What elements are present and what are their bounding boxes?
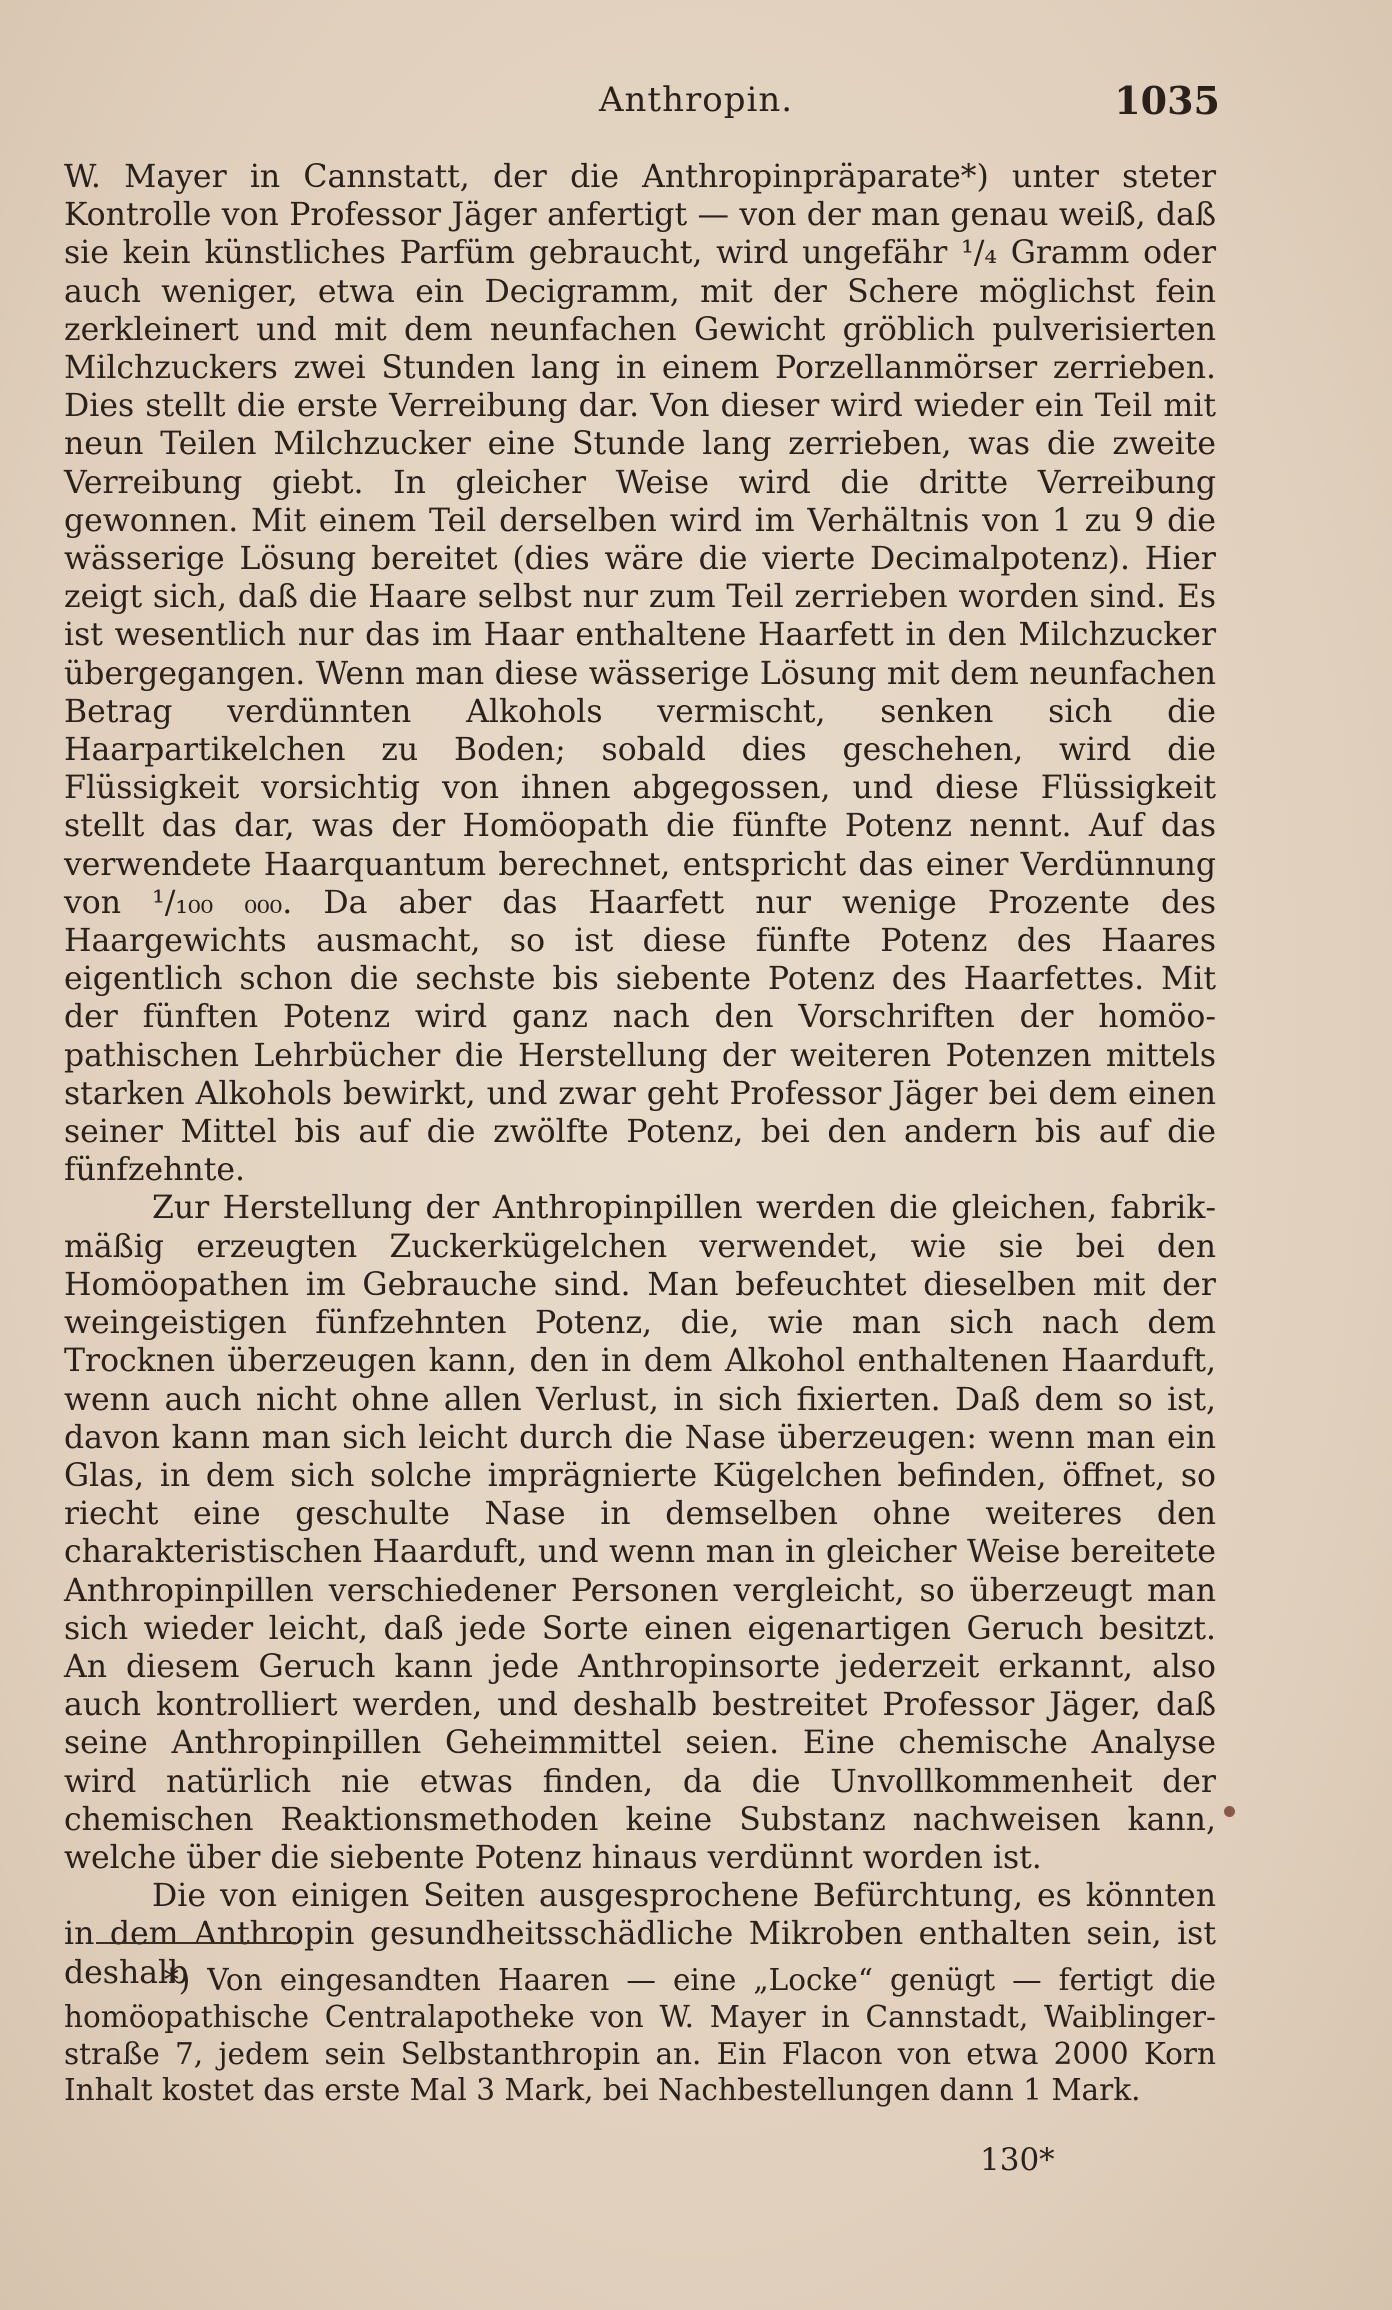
page-number: 1035	[1114, 78, 1220, 123]
ink-spot	[1224, 1806, 1235, 1817]
paragraph-3: Die von einigen Seiten ausgesprochene Befürchtung, es könnten in dem Anthropin gesundheitsschädliche Mikroben enthalten sein, ist deshalb	[64, 1878, 1216, 1991]
running-title: Anthropin.	[598, 80, 794, 120]
main-text	[64, 158, 1216, 1992]
footnote-rule	[96, 1942, 296, 1944]
footnote-text: *) Von eingesandten Haaren — eine „Locke“ genügt — fertigt die homöopathische Centralapotheke von W. Mayer in Cannstadt, Waiblingerstraße 7, jedem sein Selbstanthropin an. Ein Flacon von etwa 2000 Korn Inhalt kostet das erste Mal 3 Mark, bei Nachbestellungen dann 1 Mark.	[64, 1963, 1216, 2108]
footnote	[64, 1962, 1216, 2109]
paragraph-1: W. Mayer in Cannstatt, der die Anthropinpräparate*) unter steter Kontrolle von Professor Jäger anfertigt — von der man genau weiß, daß sie kein künstliches Parfüm gebraucht, wird ungefähr ¹/₄ Gramm oder auch weniger, etwa ein Decigramm, mit der Schere möglichst fein zerkleinert und mit dem neunfachen Gewicht gröblich pulverisierten Milchzuckers zwei Stunden lang in einem Porzellanmörser zerrieben. Dies stellt die erste Verreibung dar. Von dieser wird wieder ein Teil mit neun Teilen Milchzucker eine Stunde lang zerrieben, was die zweite Verreibung giebt. In gleicher Weise wird die dritte Verreibung gewonnen. Mit einem Teil derselben wird im Verhältnis von 1 zu 9 die wässerige Lösung bereitet (dies wäre die vierte Decimalpotenz). Hier zeigt sich, daß die Haare selbst nur zum Teil zerrieben worden sind. Es ist wesentlich nur das im Haar enthaltene Haarfett in den Milchzucker übergegangen. Wenn man diese wässerige Lösung mit dem neunfachen Betrag verdünnten Alkohols vermischt, senken sich die Haarpartikelchen zu Boden; sobald dies geschehen, wird die Flüssigkeit vorsichtig von ihnen abgegossen, und diese Flüssigkeit stellt das dar, was der Homöopath die fünfte Potenz nennt. Auf das verwendete Haarquantum berechnet, entspricht das einer Verdünnung von ¹/₁₀₀ ₀₀₀. Da aber das Haarfett nur wenige Prozente des Haargewichts ausmacht, so ist diese fünfte Potenz des Haares eigentlich schon die sechste bis siebente Potenz des Haarfettes. Mit der fünften Potenz wird ganz nach den Vorschriften der homöopathischen Lehrbücher die Herstellung der weiteren Potenzen mittels starken Alkohols bewirkt, und zwar geht Professor Jäger bei dem einen seiner Mittel bis auf die zwölfte Potenz, bei den andern bis auf die fünfzehnte.	[64, 159, 1216, 1189]
paragraph-2: Zur Herstellung der Anthropinpillen werden die gleichen, fabrikmäßig erzeugten Zuckerkügelchen verwendet, wie sie bei den Homöopathen im Gebrauche sind. Man befeuchtet dieselben mit der weingeistigen fünfzehnten Potenz, die, wie man sich nach dem Trocknen überzeugen kann, den in dem Alkohol enthaltenen Haarduft, wenn auch nicht ohne allen Verlust, in sich fixierten. Daß dem so ist, davon kann man sich leicht durch die Nase überzeugen: wenn man ein Glas, in dem sich solche imprägnierte Kügelchen befinden, öffnet, so riecht eine geschulte Nase in demselben ohne weiteres den charakteristischen Haarduft, und wenn man in gleicher Weise bereitete Anthropinpillen verschiedener Personen vergleicht, so überzeugt man sich wieder leicht, daß jede Sorte einen eigenartigen Geruch besitzt. An diesem Geruch kann jede Anthropinsorte jederzeit erkannt, also auch kontrolliert werden, und deshalb bestreitet Professor Jäger, daß seine Anthropinpillen Geheimmittel seien. Eine chemische Analyse wird natürlich nie etwas finden, da die Unvollkommenheit der chemischen Reaktionsmethoden keine Substanz nachweisen kann, welche über die siebente Potenz hinaus verdünnt worden ist.	[64, 1190, 1216, 1876]
signature-mark: 130*	[980, 2142, 1055, 2178]
